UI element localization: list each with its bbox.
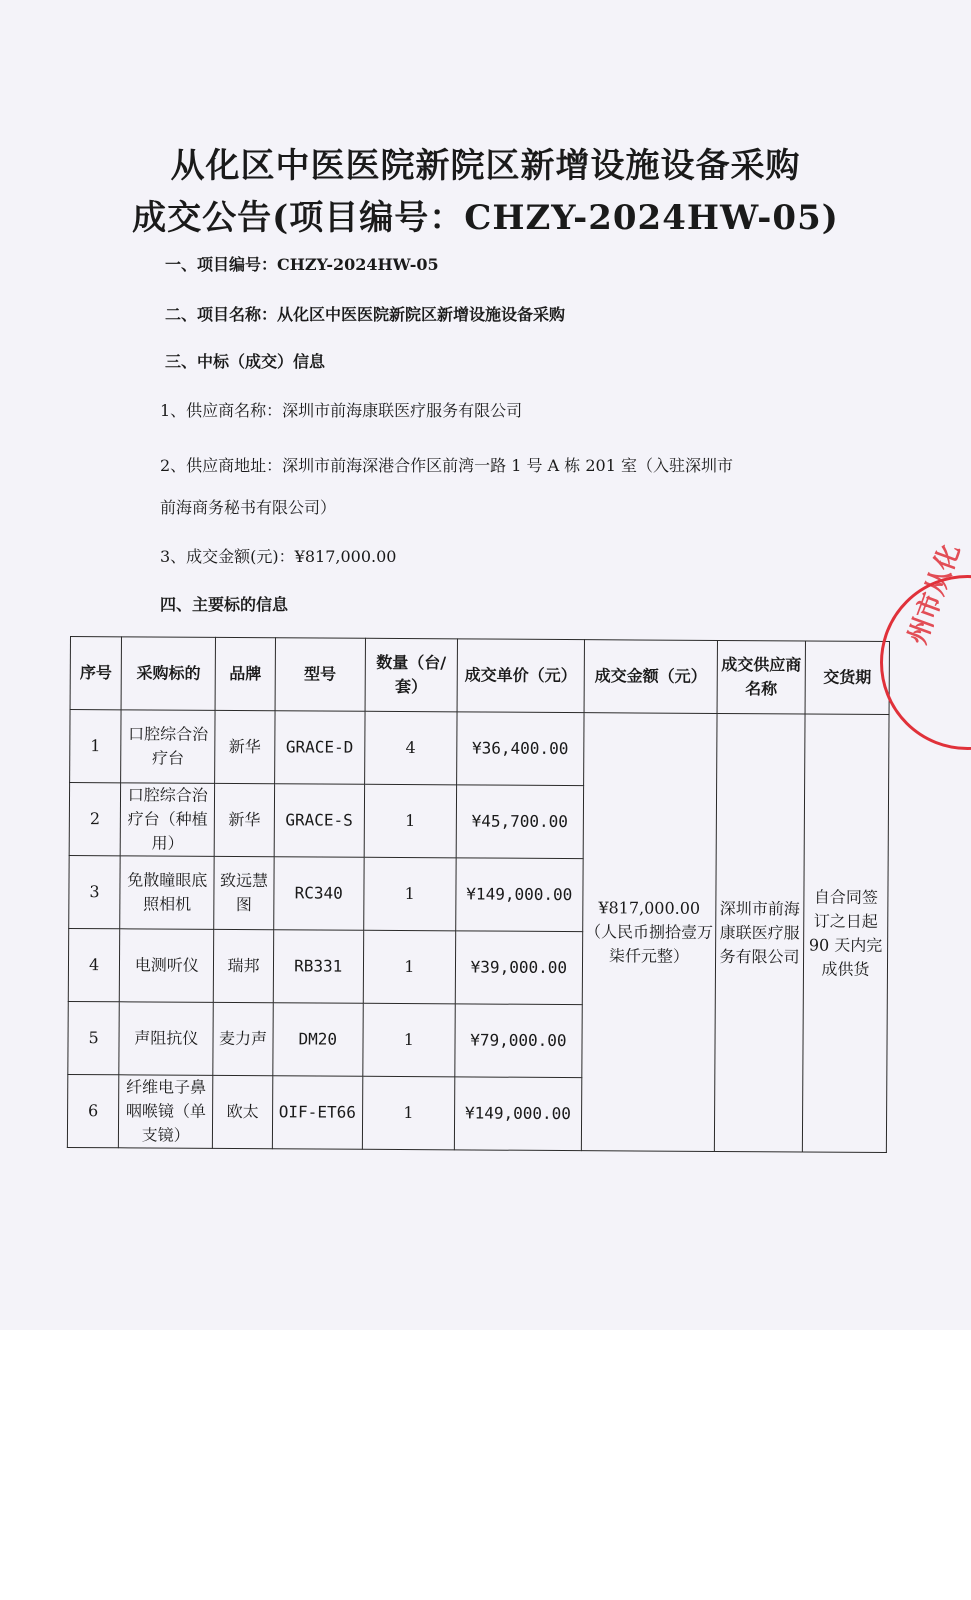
cell-brand: 致远慧图 [214, 856, 274, 929]
cell-model: OIF-ET66 [272, 1076, 363, 1150]
cell-item: 电测听仪 [119, 929, 214, 1003]
cell-item: 纤维电子鼻咽喉镜（单支镜） [119, 1075, 214, 1149]
cell-item: 口腔综合治疗台 [121, 710, 216, 784]
project-name: 二、项目名称：从化区中医医院新院区新增设施设备采购 [165, 305, 566, 324]
cell-model: RC340 [273, 857, 364, 931]
cell-no: 3 [69, 855, 121, 928]
official-seal-stamp [880, 540, 971, 750]
title-line-2: 成交公告(项目编号：CHZY-2024HW-05) [132, 198, 839, 238]
cell-supplier: 深圳市前海康联医疗服务有限公司 [714, 713, 805, 1152]
supplier-name: 1、供应商名称：深圳市前海康联医疗服务有限公司 [160, 401, 523, 420]
cell-price: ¥79,000.00 [455, 1004, 582, 1078]
cell-qty: 1 [362, 1076, 455, 1150]
cell-qty: 4 [364, 711, 457, 785]
award-amount: 3、成交金额(元)：¥817,000.00 [160, 547, 397, 566]
cell-price: ¥149,000.00 [456, 858, 583, 932]
cell-model: RB331 [273, 930, 364, 1004]
cell-model: DM20 [273, 1003, 364, 1077]
cell-item: 声阻抗仪 [119, 1002, 214, 1076]
cell-no: 6 [67, 1074, 119, 1147]
seal-text: 州市从化 [902, 540, 967, 649]
cell-price: ¥36,400.00 [457, 712, 584, 786]
cell-item: 口腔综合治疗台（种植用） [120, 783, 215, 857]
header-delivery: 交货期 [805, 641, 889, 715]
cell-qty: 1 [364, 784, 457, 858]
cell-price: ¥39,000.00 [455, 931, 582, 1005]
cell-no: 2 [69, 783, 121, 856]
cell-brand: 新华 [215, 783, 275, 856]
cell-no: 1 [70, 710, 122, 783]
cell-model: GRACE-D [274, 711, 365, 785]
header-qty: 数量（台/套） [365, 638, 458, 712]
cell-total-amount: ¥817,000.00（人民币捌拾壹万柒仟元整） [581, 713, 717, 1152]
header-model: 型号 [275, 638, 366, 712]
cell-model: GRACE-S [274, 784, 365, 858]
header-item: 采购标的 [121, 637, 216, 711]
cell-delivery: 自合同签订之日起 90 天内完成供货 [802, 714, 889, 1153]
header-no: 序号 [70, 637, 122, 710]
award-info-heading: 三、中标（成交）信息 [165, 352, 326, 371]
cell-no: 4 [68, 928, 120, 1001]
header-price: 成交单价（元） [457, 639, 584, 713]
cell-qty: 1 [364, 857, 457, 931]
cell-no: 5 [68, 1001, 120, 1074]
table-header-row [70, 637, 889, 715]
title-line-1: 从化区中医医院新院区新增设施设备采购 [170, 146, 801, 186]
supplier-address-2: 前海商务秘书有限公司） [160, 498, 337, 517]
project-number: 一、项目编号：CHZY-2024HW-05 [165, 255, 439, 274]
cell-brand: 新华 [215, 710, 275, 783]
main-items-heading: 四、主要标的信息 [160, 595, 289, 614]
cell-qty: 1 [363, 1003, 456, 1077]
supplier-address-1: 2、供应商地址：深圳市前海深港合作区前湾一路 1 号 A 栋 201 室（入驻深圳市 [160, 456, 733, 475]
cell-item: 免散瞳眼底照相机 [120, 856, 215, 930]
cell-price: ¥45,700.00 [456, 785, 583, 859]
cell-brand: 瑞邦 [214, 929, 274, 1002]
items-table [67, 636, 890, 1153]
cell-brand: 欧太 [213, 1075, 273, 1148]
header-supplier: 成交供应商名称 [717, 640, 805, 714]
cell-qty: 1 [363, 930, 456, 1004]
header-amount: 成交金额（元） [584, 640, 718, 714]
cell-price: ¥149,000.00 [454, 1077, 581, 1151]
cell-brand: 麦力声 [213, 1002, 273, 1075]
table-row [70, 710, 889, 788]
header-brand: 品牌 [215, 637, 275, 710]
